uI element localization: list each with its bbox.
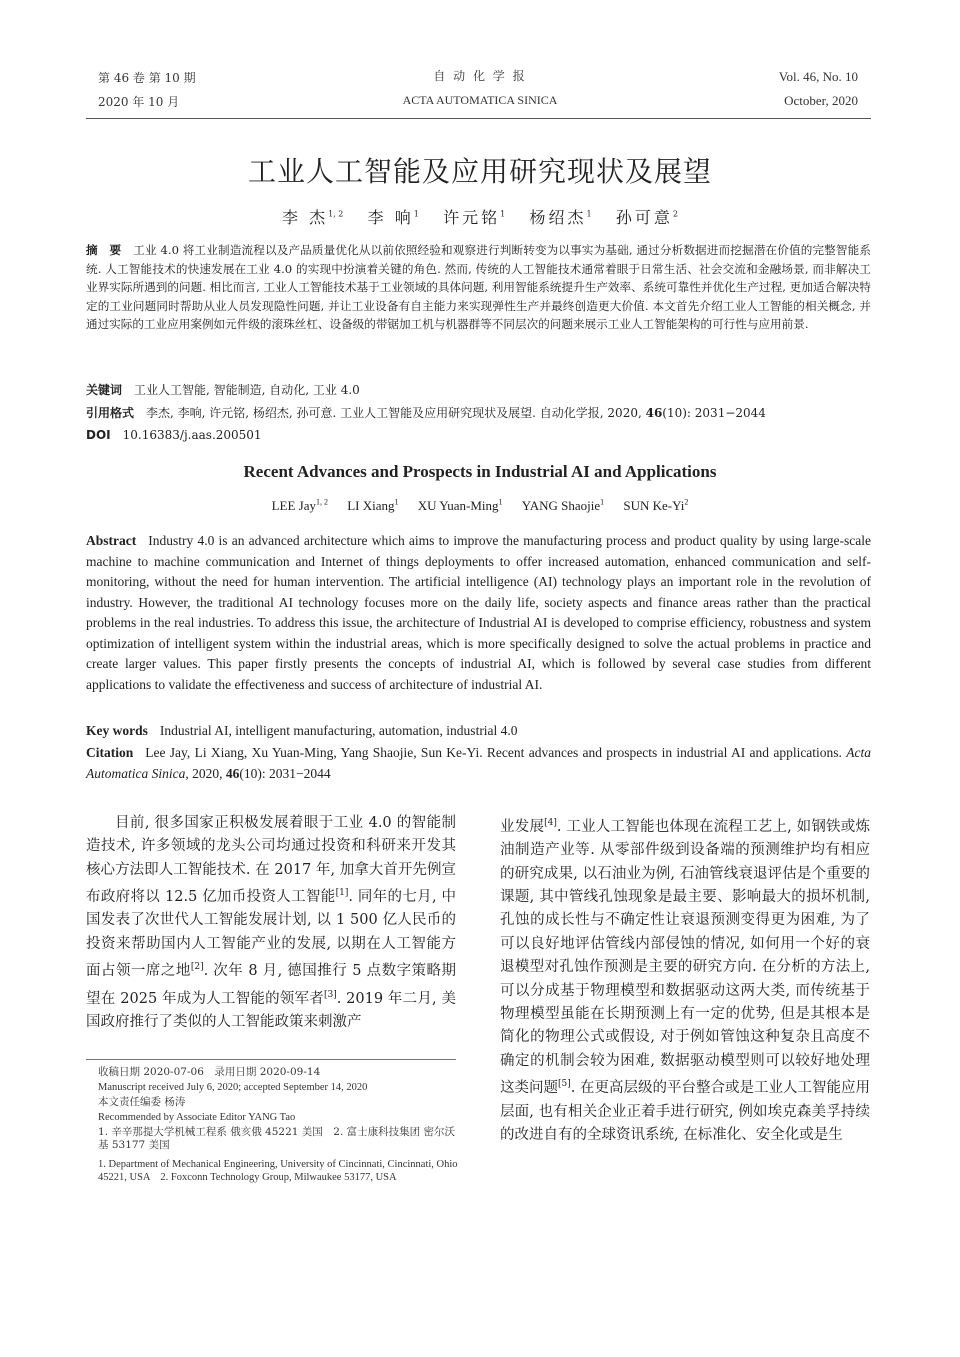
footnote-rule: [86, 1059, 456, 1060]
abstract-cn: [86, 241, 871, 334]
author-en: [272, 498, 328, 513]
body-text: 目前, 很多国家正积极发展着眼于工业 4.0 的智能制造技术, 许多领域的龙头公司均通过投资和科研来开发其核心方法即人工智能技术. 在 2017 年, 加拿大首开先例宣布政府将以 12.5 亿加币投资人工智能: [86, 815, 456, 906]
footnote-editor-en: Recommended by Associate Editor YANG Tao: [98, 1112, 296, 1123]
footnote-received-en: Manuscript received July 6, 2020; accepted September 14, 2020: [98, 1082, 368, 1093]
reference-link[interactable]: [1]: [335, 888, 349, 899]
author-en-name: LEE Jay: [271, 498, 316, 514]
doi: [86, 428, 262, 442]
keywords-cn-label: 关键词: [86, 383, 123, 397]
keywords-cn-text: 工业人工智能, 智能制造, 自动化, 工业 4.0: [134, 383, 360, 397]
author-en: [623, 498, 688, 513]
author-affiliation: 1: [498, 498, 503, 507]
author-en-name: YANG Shaojie: [521, 498, 601, 514]
author-cn: 许元铭: [443, 208, 501, 227]
footnote-affiliation-cn: 1. 辛辛那提大学机械工程系 俄亥俄 45221 美国 2. 富士康科技集团 密尔沃基 53177 美国: [98, 1126, 455, 1151]
citation-en-label: Citation: [86, 745, 134, 760]
author-cn: 杨绍杰: [529, 208, 587, 227]
footnote-affiliation-en: 1. Department of Mechanical Engineering, University of Cincinnati, Cincinnati, Ohio 45221, USA 2. Foxconn Technology Group, Milwaukee 53177, USA: [98, 1159, 458, 1183]
body-text: . 工业人工智能也体现在流程工艺上, 如钢铁或炼油制造产业等. 从零部件级到设备端的预测维护均有相应的研究成果, 以石油业为例, 石油管线衰退评估是个重要的课题, 其中管线孔蚀现象是最主要、影响最大的损坏机制, 孔蚀的成长性与不确定性让衰退预测变得更为困难, 为了可以良好地评估管线内部侵蚀的情况, 如何用一个好的衰退模型对孔蚀作预测是主要的研究方向. 在分析的方法上, 可以分成基于物理模型和数据驱动这两大类, 而传统基于物理模型虽能在长期预测上有一定的优势, 但是其根本是简化的物理公式或假设, 对于例如管蚀这种复杂且高度不确定的机制会较为困难, 数据驱动模型则可以较好地处理这类问题: [500, 818, 870, 1097]
author-en-name: SUN Ke-Yi: [623, 498, 685, 514]
body-text: . 在更高层级的平台整合或是工业人工智能应用层面, 也有相关企业正着手进行研究, 例如埃克森美孚持续的改进自有的全球资讯系统, 在标准化、安全化或是生: [500, 1080, 870, 1143]
author-en-name: LI Xiang: [347, 498, 395, 514]
citation-cn-volume: 46: [645, 406, 663, 420]
keywords-en: [86, 721, 871, 742]
abstract-en: [86, 531, 871, 695]
citation-en: [86, 743, 871, 784]
author-en: [347, 498, 398, 513]
keywords-en-label: Key words: [86, 723, 148, 738]
body-text: . 2019 年二月, 美国政府推行了类似的人工智能政策来刺激产: [86, 990, 456, 1030]
abstract-en-text: Industry 4.0 is an advanced architecture which aims to improve the manufacturing process and product quality by using large-scale machine to machine communication and Internet of things deployments to offer increased automation, enhanced communication and self-monitoring, without the need for human intervention. The artificial intelligence (AI) technology plays an important role in the revolution of industry. However, the traditional AI technology focuses more on the daily life, society aspects and finance areas rather than the practical problems in the real industries. To address this issue, the architecture of Industrial AI is developed to comprise efficiency, robustness and system optimization of intelligent system within the industrial areas, which is more specifically designed to solve the actual problems in practice and create larger values. This paper firstly presents the concepts of industrial AI, which is followed by several case studies from different applications to validate the effectiveness and success of architecture of industrial AI.: [86, 533, 871, 692]
reference-link[interactable]: [3]: [323, 989, 337, 1000]
title-cn: 工业人工智能及应用研究现状及展望: [247, 155, 712, 188]
author-affiliation: 2: [684, 498, 689, 507]
body-column-left: [86, 812, 456, 1052]
header-journal-en: ACTA AUTOMATICA SINICA: [402, 93, 558, 107]
body-text: . 同年的七月, 中国发表了次世代人工智能发展计划, 以 1 500 亿人民币的投资来帮助国内人工智能产业的发展, 以期在人工智能方面占领一席之地: [86, 889, 456, 980]
authors-cn: [0, 205, 960, 228]
body-text: 业发展: [500, 818, 545, 835]
doi-label: DOI: [86, 428, 111, 442]
author-en: [522, 498, 604, 513]
header-volume-en: Vol. 46, No. 10: [778, 69, 858, 84]
author-en-name: XU Yuan-Ming: [417, 498, 499, 514]
header-date-en: October, 2020: [784, 93, 858, 108]
citation-cn-text: 李杰, 李响, 许元铭, 杨绍杰, 孙可意. 工业人工智能及应用研究现状及展望. 自动化学报, 2020,: [146, 406, 646, 420]
header-volume-cn: 第 46 卷 第 10 期: [98, 71, 196, 85]
author-cn: 李 响: [367, 208, 414, 227]
footnote-editor-cn: 本文责任编委 杨涛: [98, 1096, 186, 1108]
header-rule: [86, 118, 871, 119]
author-affiliation: 1: [413, 209, 419, 219]
citation-cn: [86, 404, 871, 423]
citation-en-volume: 46: [225, 765, 240, 781]
author-affiliation: 2: [672, 209, 678, 219]
author-cn: 李 杰: [282, 208, 329, 227]
reference-link[interactable]: [2]: [190, 962, 204, 973]
body-text: . 次年 8 月, 德国推行 5 点数字策略期望在 2025 年成为人工智能的领军者: [86, 963, 456, 1007]
footnote-received-cn: 收稿日期 2020-07-06 录用日期 2020-09-14: [98, 1066, 321, 1078]
citation-cn-pages: (10): 2031−2044: [662, 406, 766, 420]
author-affiliation: 1: [600, 498, 605, 507]
doi-link[interactable]: 10.16383/j.aas.200501: [122, 428, 262, 442]
author-affiliation: 1: [394, 498, 399, 507]
author-cn: 孙可意: [615, 208, 673, 227]
author-en: [418, 498, 503, 513]
abstract-cn-text: 工业 4.0 将工业制造流程以及产品质量优化从以前依照经验和观察进行判断转变为以事实为基础, 通过分析数据进而挖掘潜在价值的完整智能系统. 人工智能技术的快速发展在工业 4.0 的实现中扮演着关键的角色. 然而, 传统的人工智能技术通常着眼于日常生活、社会交流和金融场景, 而非解决工业界实际所遇到的问题. 相比而言, 工业人工智能技术基于工业领域的具体问题, 利用智能系统提升生产效率、系统可靠性并优化生产过程, 更加适合解决特定的工业问题同时帮助从业人员发现隐性问题, 并让工业设备有自主能力来实现弹性生产并最终创造更大价值. 本文首先介绍工业人工智能的相关概念, 并通过实际的工业应用案例如元件级的滚珠丝杠、设备级的带锯加工机与机器群等不同层次的问题来展示工业人工智能架构的可行性与应用前景.: [86, 243, 871, 332]
citation-en-pages: (10): 2031−2044: [239, 765, 331, 781]
reference-link[interactable]: [5]: [558, 1079, 571, 1090]
body-column-right: [500, 812, 870, 1212]
citation-en-journal: Acta Automatica Sinica: [86, 745, 871, 781]
author-affiliation: 1, 2: [328, 209, 344, 219]
author-affiliation: 1: [586, 209, 592, 219]
reference-link[interactable]: [4]: [544, 818, 557, 828]
author-affiliation: 1: [500, 209, 506, 219]
citation-cn-label: 引用格式: [86, 406, 135, 420]
keywords-cn: [86, 381, 871, 400]
authors-en: [0, 498, 960, 514]
abstract-en-label: Abstract: [86, 533, 137, 548]
header-date-cn: 2020 年 10 月: [98, 95, 180, 109]
keywords-en-text: Industrial AI, intelligent manufacturing, automation, industrial 4.0: [159, 723, 518, 738]
author-affiliation: 1, 2: [315, 498, 328, 507]
title-en: Recent Advances and Prospects in Industrial AI and Applications: [243, 462, 717, 481]
header-journal-cn: 自 动 化 学 报: [433, 69, 527, 83]
abstract-cn-label: 摘 要: [86, 243, 122, 257]
citation-en-text: Lee Jay, Li Xiang, Xu Yuan-Ming, Yang Shaojie, Sun Ke-Yi. Recent advances and prospects in industrial AI and applications.: [145, 745, 847, 760]
citation-en-year: , 2020,: [185, 765, 226, 781]
